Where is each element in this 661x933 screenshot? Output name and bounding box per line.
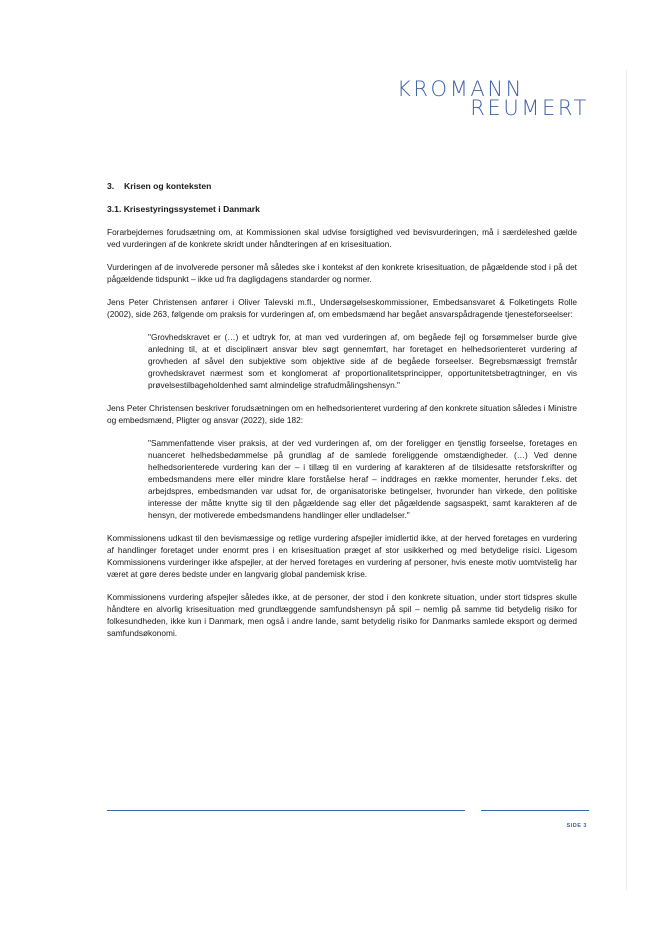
document-body xyxy=(107,180,577,650)
paragraph-6: Kommissionens vurdering afspejler således ikke, at de personer, der stod i den konkrete situation, under stort tidspres skulle håndtere en alvorlig krisesituation med grundlæggende samfundshensyn på spil – nemlig på samme tid betydelig risiko for folkesundheden, ikke kun i Danmark, men også i andre lande, samt betydelig risiko for Danmarks samlede eksport og dermed samfundsøkonomi. xyxy=(107,592,577,638)
block-quote-2: "Sammenfattende viser praksis, at der ved vurderingen af, om der foreligger en tjenstlig forseelse, foretages en nuanceret helhedsbedømmelse på grundlag af de samlede foreliggende omstændigheder. (…) Ved denne helhedsorienterede vurdering kan der – i tillæg til en vurdering af karakteren af de tilsidesatte retsforskrifter og embedsmandens mere eller mindre klare forståelse heraf – inddrages en række momenter, herunder f.eks. det arbejdspres, embedsmanden var udsat for, de organisatoriske betingelser, hvorunder han virkede, den politiske interesse der måtte knytte sig til den pågældende sag eller det pågældende sagsaspekt, samt karakteren af de hensyn, der motiverede embedsmandens handlinger eller undladelser." xyxy=(148,438,577,520)
section-number: 3. xyxy=(107,181,115,191)
paragraph-1: Forarbejdernes forudsætning om, at Kommissionen skal udvise forsigtighed ved bevisvurderingen, må i særdeleshed gælde ved vurderingen af de konkrete skridt under håndteringen af en krisesituation. xyxy=(107,227,577,249)
footer-rule-right xyxy=(481,810,589,811)
subsection-heading: 3.1. Krisestyringssystemet i Danmark xyxy=(107,204,260,214)
logo-line-2: REUMERT xyxy=(470,96,589,120)
paragraph-4: Jens Peter Christensen beskriver forudsætningen om en helhedsorienteret vurdering af den konkrete situation således i Ministre og embedsmænd, Pligter og ansvar (2022), side 182: xyxy=(107,403,577,425)
page-number: SIDE 3 xyxy=(566,823,587,829)
paragraph-3: Jens Peter Christensen anfører i Oliver Talevski m.fl., Undersøgelseskommissioner, Embedsansvaret & Folketingets Rolle (2002), side 263, følgende om praksis for vurderingen af, om embedsmænd har begået ansvarspådragende tjenesteforseelser: xyxy=(107,297,577,319)
paragraph-5: Kommissionens udkast til den bevismæssige og retlige vurdering afspejler imidlertid ikke, at der herved foretages en vurdering af handlinger foretaget under enormt pres i en krisesituation præget af stor usikkerhed og med betydelige risici. Ligesom Kommissionens vurderinger ikke afspejler, at der herved foretages en vurdering af personer, hvis eneste motiv uomtvistelig har været at gøre deres bedste under en langvarig global pandemisk krise. xyxy=(107,533,577,579)
kromann-reumert-logo xyxy=(397,77,589,120)
section-heading xyxy=(107,180,577,192)
logo-line-1: KROMANN xyxy=(397,77,524,101)
page-edge-line xyxy=(626,70,627,890)
block-quote-1: "Grovhedskravet er (…) et udtryk for, at man ved vurderingen af, om begåede fejl og forsømmelser burde give anledning til, at et disciplinært ansvar blev søgt gennemført, har foretaget en helhedsorienteret vurdering af grovheden af såvel den subjektive som objektive side af de begåede forseelser. Begrebsmæssigt fremstår grovhedskravet nærmest som et konglomerat af proportionalitetsprincipper, opportunitetsbetragtninger, en vis prøvelsestilbageholdenhed samt almindelige strafudmålingshensyn." xyxy=(148,332,577,390)
section-title: Krisen og konteksten xyxy=(124,181,212,191)
footer-rule-left xyxy=(107,810,465,811)
paragraph-2: Vurderingen af de involverede personer må således ske i kontekst af den konkrete krisesituation, de pågældende stod i på det pågældende tidspunkt – ikke ud fra dagligdagens standarder og normer. xyxy=(107,262,577,284)
